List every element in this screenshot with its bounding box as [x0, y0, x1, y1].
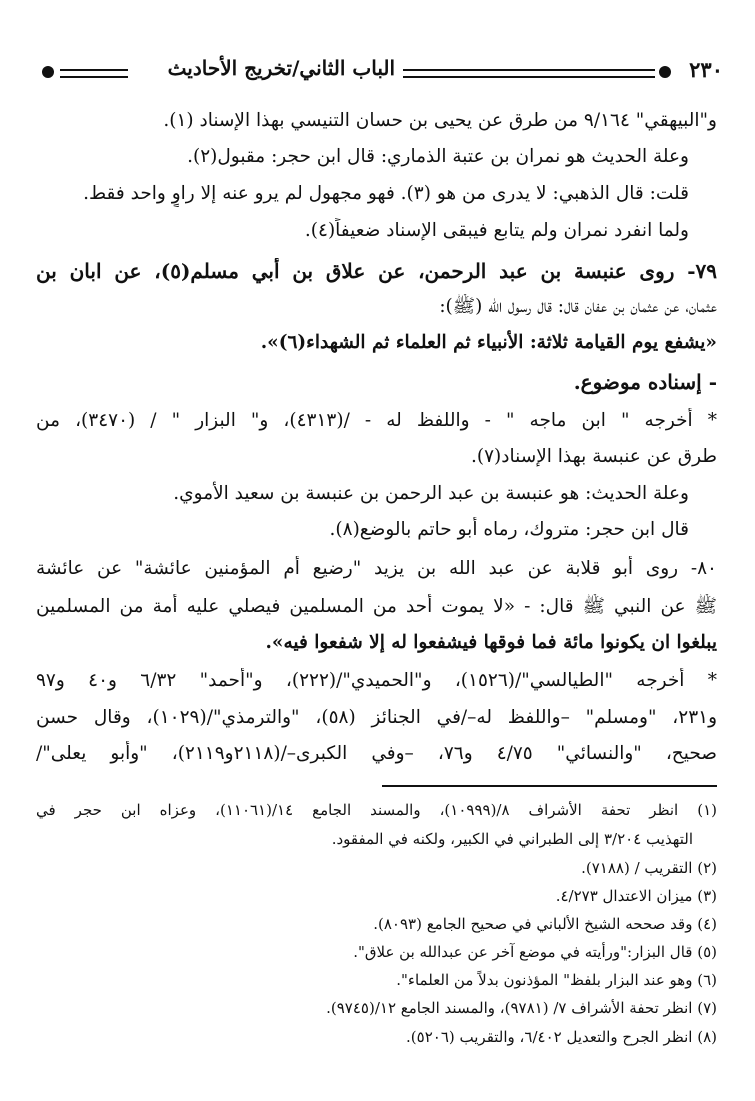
hadith-79-heading: ٧٩- روى عنبسة بن عبد الرحمن، عن علاق بن أبي مسلم(٥)، عن ابان بن — [36, 259, 717, 283]
ornament-dot-icon — [659, 66, 671, 78]
footnote: (٢) التقريب / (٧١٨٨). — [581, 859, 717, 877]
page-header — [30, 52, 725, 86]
footnote: (٤) وقد صححه الشيخ الألباني في صحيح الجامع (٨٠٩٣). — [373, 915, 717, 933]
text-line: * أخرجه " ابن ماجه " - واللفظ له - /(٤٣١٣)، و" البزار " / (٣٤٧٠)، من — [36, 410, 717, 431]
page-number: ٢٣٠ — [689, 57, 723, 82]
hadith-80-heading: ٨٠- روى أبو قلابة عن عبد الله بن يزيد "رضيع أم المؤمنين عائشة" عن عائشة — [36, 558, 717, 579]
ornament-dot-icon — [42, 66, 54, 78]
footnote: (٧) انظر تحفة الأشراف ٧/ (٩٧٨١)، والمسند الجامع ١٢/(٩٧٤٥). — [326, 999, 717, 1017]
text-line: صحيح، "والنسائي" ٤/٧٥ و٧٦، –وفي الكبرى–/(٢١١٨و٢١١٩)، "وأبو يعلى"/ — [36, 743, 717, 764]
footnote: (٦) وهو عند البزار بلفظ" المؤذنون بدلاً من العلماء". — [396, 971, 717, 989]
footnote: (٣) ميزان الاعتدال ٤/٢٧٣. — [555, 887, 717, 905]
footnote-separator — [382, 785, 717, 787]
hadith-text: ﷺ عن النبي ﷺ قال: - «لا يموت أحد من المسلمين فيصلي عليه أمة من المسلمين — [36, 596, 717, 617]
footnote: (١) انظر تحفة الأشراف ٨/(١٠٩٩٩)، والمسند الجامع ١٤/(١١٠٦١)، وعزاه ابن حجر في — [36, 801, 717, 819]
text-line: طرق عن عنبسة بهذا الإسناد(٧). — [471, 446, 717, 467]
footnote: التهذيب ٣/٢٠٤ إلى الطبراني في الكبير، ولكنه في المفقود. — [331, 830, 693, 848]
hadith-text: يبلغوا ان يكونوا مائة فما فوقها فيشفعوا له إلا شفعوا فيه». — [265, 632, 717, 653]
header-double-rule — [60, 69, 128, 78]
text-line: وعلة الحديث: هو عنبسة بن عبد الرحمن بن عنبسة بن سعيد الأموي. — [173, 483, 689, 504]
text-line: قال ابن حجر: متروك، رماه أبو حاتم بالوضع(٨). — [329, 519, 689, 540]
text-line: * أخرجه "الطيالسي"/(١٥٢٦)، و"الحميدي"/(٢٢٢)، و"أحمد" ٦/٣٢ و٤٠ و٩٧ — [36, 670, 717, 691]
text-line: قلت: قال الذهبي: لا يدرى من هو (٣). فهو مجهول لم يرو عنه إلا راوٍ واحد فقط. — [83, 183, 689, 204]
hadith-text: «يشفع يوم القيامة ثلاثة: الأنبياء ثم العلماء ثم الشهداء(٦)». — [260, 332, 717, 353]
text-line: عثمان، عن عثمان بن عفان قال: قال رسول الله (ﷺ): — [439, 296, 717, 317]
chapter-title: الباب الثاني/تخريج الأحاديث — [167, 56, 395, 80]
isnad-ruling: - إسناده موضوع. — [573, 370, 717, 394]
footnote: (٥) قال البزار:"ورأيته في موضع آخر عن عبدالله بن علاق". — [353, 943, 717, 961]
text-line: و"البيهقي" ٩/١٦٤ من طرق عن يحيى بن حسان التنيسي بهذا الإسناد (١). — [163, 110, 717, 131]
footnote: (٨) انظر الجرح والتعديل ٦/٤٠٢، والتقريب (٥٢٠٦). — [406, 1028, 717, 1046]
text-line: ولما انفرد نمران ولم يتابع فيبقى الإسناد ضعيفاً(٤). — [304, 220, 689, 241]
text-line: وعلة الحديث هو نمران بن عتبة الذماري: قال ابن حجر: مقبول(٢). — [187, 146, 689, 167]
text-line: و٢٣١، "ومسلم" –واللفظ له–/في الجنائز (٥٨)، "والترمذي"/(١٠٢٩)، وقال حسن — [36, 707, 717, 728]
header-double-rule — [403, 69, 655, 78]
